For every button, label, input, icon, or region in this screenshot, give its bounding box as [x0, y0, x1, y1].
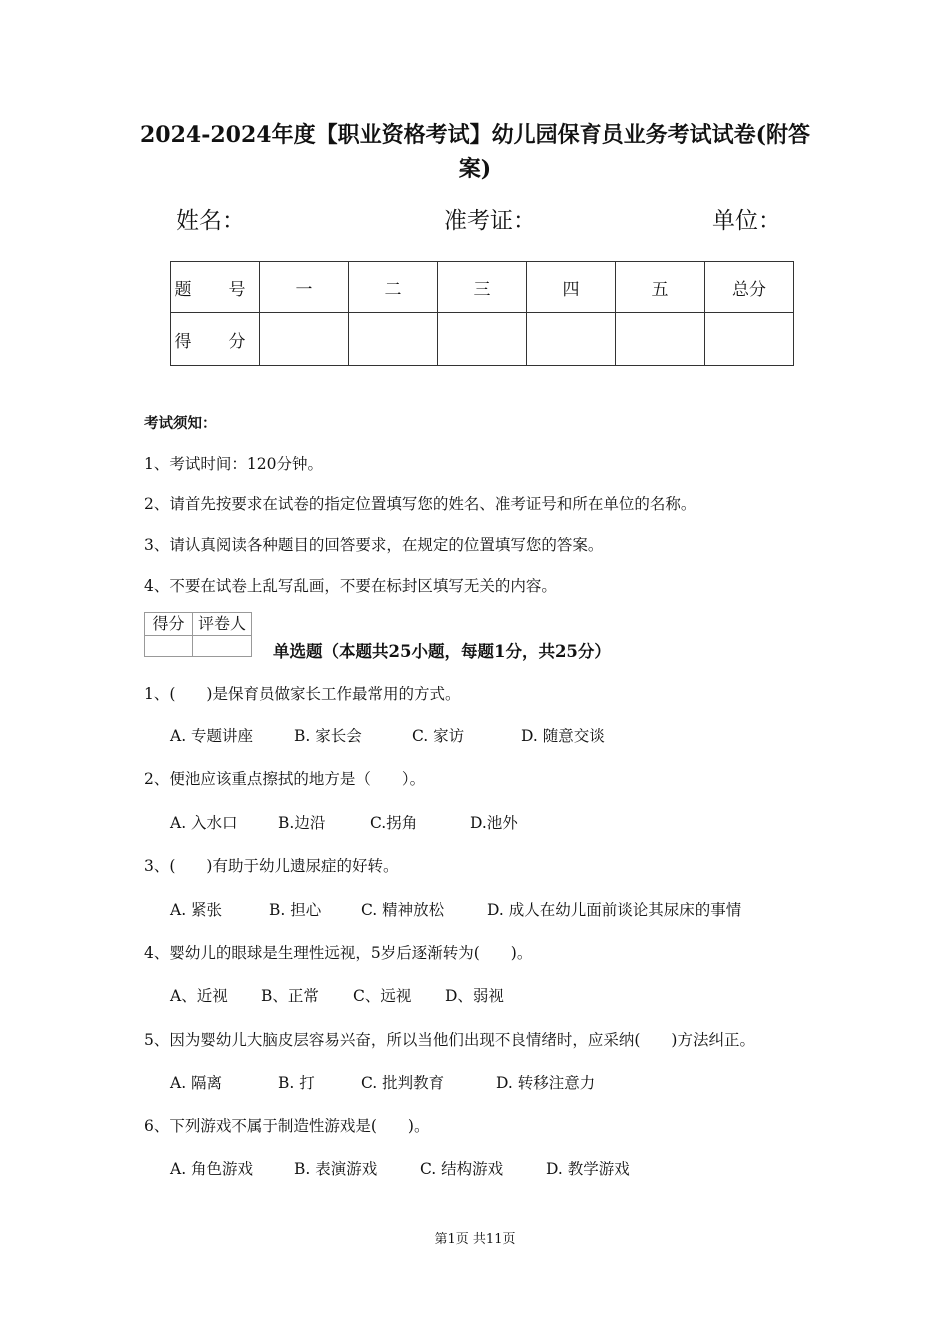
title-line-1: 2024-2024年度【职业资格考试】幼儿园保育员业务考试试卷(附答 — [139, 122, 810, 148]
score-header-3: 三 — [438, 262, 527, 313]
q3-option-c: C. 精神放松 — [361, 901, 445, 919]
score-table-score-row — [171, 313, 794, 366]
q4-option-c: C、远视 — [353, 987, 412, 1005]
question-5: 5、因为婴幼儿大脑皮层容易兴奋，所以当他们出现不良情绪时，应采纳( )方法纠正。 — [144, 1031, 755, 1049]
score-cell-1[interactable] — [260, 313, 349, 366]
q3-option-b: B. 担心 — [269, 901, 322, 919]
score-header-total: 总分 — [705, 262, 794, 313]
title-line-2: 案) — [458, 156, 492, 182]
q2-option-d: D.池外 — [470, 814, 518, 832]
q5-option-d: D. 转移注意力 — [496, 1074, 596, 1092]
score-header-1: 一 — [260, 262, 349, 313]
question-6: 6、下列游戏不属于制造性游戏是( )。 — [144, 1117, 430, 1135]
q5-option-c: C. 批判教育 — [361, 1074, 445, 1092]
q2-option-a: A. 入水口 — [170, 814, 238, 832]
page-title — [120, 118, 830, 186]
q4-option-a: A、近视 — [170, 987, 228, 1005]
score-cell-4[interactable] — [527, 313, 616, 366]
q4-option-b: B、正常 — [261, 987, 319, 1005]
q5-option-b: B. 打 — [278, 1074, 315, 1092]
q5-option-a: A. 隔离 — [170, 1074, 223, 1092]
score-cell-total[interactable] — [705, 313, 794, 366]
q4-option-d: D、弱视 — [445, 987, 504, 1005]
page-footer: 第1页 共11页 — [434, 1232, 516, 1247]
q1-option-b: B. 家长会 — [294, 727, 362, 745]
q6-option-d: D. 教学游戏 — [546, 1160, 630, 1178]
grader-reviewer-cell[interactable] — [193, 636, 252, 657]
q6-option-c: C. 结构游戏 — [420, 1160, 504, 1178]
name-label: 姓名： — [176, 208, 245, 234]
score-header-label: 题 号 — [171, 262, 260, 313]
notice-item-3: 3、请认真阅读各种题目的回答要求，在规定的位置填写您的答案。 — [144, 536, 604, 554]
score-header-4: 四 — [527, 262, 616, 313]
question-2: 2、便池应该重点擦拭的地方是（ ）。 — [144, 770, 426, 788]
q6-option-b: B. 表演游戏 — [294, 1160, 378, 1178]
exam-id-label: 准考证： — [444, 208, 536, 234]
score-cell-5[interactable] — [616, 313, 705, 366]
q1-option-d: D. 随意交谈 — [521, 727, 605, 745]
notice-item-4: 4、不要在试卷上乱写乱画，不要在标封区填写无关的内容。 — [144, 577, 557, 595]
score-cell-3[interactable] — [438, 313, 527, 366]
grader-score-label: 得分 — [145, 613, 193, 636]
q2-option-c: C.拐角 — [370, 814, 418, 832]
section-title: 单选题（本题共25小题，每题1分，共25分） — [273, 642, 611, 661]
score-table — [170, 261, 794, 366]
q3-option-a: A. 紧张 — [170, 901, 223, 919]
score-row-label: 得 分 — [171, 313, 260, 366]
score-table-header-row — [171, 262, 794, 313]
score-header-5: 五 — [616, 262, 705, 313]
notice-item-1: 1、考试时间：120分钟。 — [144, 455, 323, 473]
notice-item-2: 2、请首先按要求在试卷的指定位置填写您的姓名、准考证号和所在单位的名称。 — [144, 495, 697, 513]
q6-option-a: A. 角色游戏 — [170, 1160, 254, 1178]
score-header-2: 二 — [349, 262, 438, 313]
grader-box — [144, 612, 252, 657]
grader-reviewer-label: 评卷人 — [193, 613, 252, 636]
question-4: 4、婴幼儿的眼球是生理性远视，5岁后逐渐转为( )。 — [144, 944, 533, 962]
score-cell-2[interactable] — [349, 313, 438, 366]
unit-label: 单位： — [712, 208, 781, 234]
q1-option-c: C. 家访 — [412, 727, 465, 745]
q2-option-b: B.边沿 — [278, 814, 326, 832]
q3-option-d: D. 成人在幼儿面前谈论其尿床的事情 — [487, 901, 742, 919]
notice-heading: 考试须知： — [144, 415, 217, 432]
question-3: 3、( )有助于幼儿遗尿症的好转。 — [144, 857, 399, 875]
question-1: 1、( )是保育员做家长工作最常用的方式。 — [144, 685, 461, 703]
q1-option-a: A. 专题讲座 — [170, 727, 254, 745]
grader-score-cell[interactable] — [145, 636, 193, 657]
